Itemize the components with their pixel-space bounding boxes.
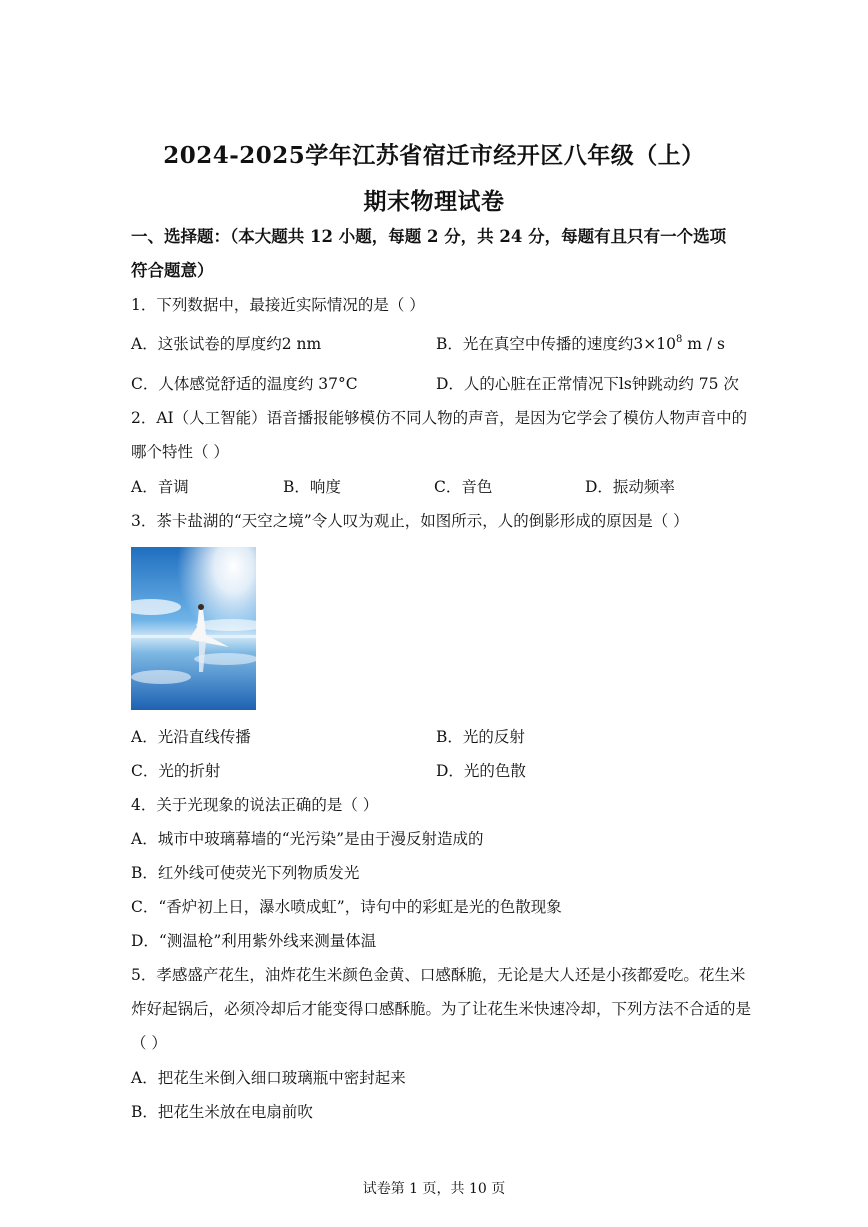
q4-option-b: B．红外线可使荧光下列物质发光 <box>131 864 360 882</box>
q3-option-b: B．光的反射 <box>436 728 525 746</box>
q1-option-b-unit: m / s <box>682 335 725 353</box>
q2-stem-line-1: 2．AI（人工智能）语音播报能够模仿不同人物的声音，是因为它学会了模仿人物声音中的 <box>131 409 748 427</box>
q1-option-b-text: B．光在真空中传播的速度约3×10 <box>436 335 676 353</box>
q3-stem: 3．茶卡盐湖的“天空之境”令人叹为观止，如图所示，人的倒影形成的原因是（ ） <box>131 512 689 530</box>
q1-option-c: C．人体感觉舒适的温度约 37°C <box>131 375 358 393</box>
q1-stem: 1．下列数据中，最接近实际情况的是（ ） <box>131 296 425 314</box>
q1-option-b-exponent: 8 <box>675 334 683 345</box>
exam-title-line-1: 2024-2025学年江苏省宿迁市经开区八年级（上） <box>163 142 705 169</box>
q3-option-c: C．光的折射 <box>131 762 221 780</box>
page-footer: 试卷第 1 页，共 10 页 <box>362 1181 506 1197</box>
q1-option-b <box>436 334 725 354</box>
q2-option-d: D．振动频率 <box>585 478 675 496</box>
q5-stem-line-1: 5．孝感盛产花生，油炸花生米颜色金黄、口感酥脆，无论是大人还是小孩都爱吃。花生米 <box>131 966 746 984</box>
q5-option-a: A．把花生米倒入细口玻璃瓶中密封起来 <box>131 1069 406 1087</box>
q4-option-d: D．“测温枪”利用紫外线来测量体温 <box>131 932 377 950</box>
q4-stem: 4．关于光现象的说法正确的是（ ） <box>131 796 379 814</box>
q4-option-a: A．城市中玻璃幕墙的“光污染”是由于漫反射造成的 <box>131 830 484 848</box>
exam-title-line-2: 期末物理试卷 <box>363 188 505 215</box>
q3-option-a: A．光沿直线传播 <box>131 728 251 746</box>
section-heading-cont: 符合题意） <box>131 261 214 280</box>
q1-option-d: D．人的心脏在正常情况下ls钟跳动约 75 次 <box>436 375 739 393</box>
q5-stem-line-3: （ ） <box>131 1034 167 1052</box>
q4-option-c: C．“香炉初上日，瀑水喷成虹”，诗句中的彩虹是光的色散现象 <box>131 898 562 916</box>
salt-lake-photo <box>131 547 256 710</box>
q2-stem-line-2: 哪个特性（ ） <box>131 443 229 461</box>
q2-option-a: A．音调 <box>131 478 189 496</box>
q5-stem-line-2: 炸好起锅后，必须冷却后才能变得口感酥脆。为了让花生米快速冷却，下列方法不合适的是 <box>131 1000 752 1018</box>
q2-option-b: B．响度 <box>283 478 341 496</box>
section-heading: 一、选择题：（本大题共 12 小题，每题 2 分，共 24 分，每题有且只有一个选项 <box>131 227 727 246</box>
q2-option-c: C．音色 <box>434 478 493 496</box>
q3-option-d: D．光的色散 <box>436 762 526 780</box>
q5-option-b: B．把花生米放在电扇前吹 <box>131 1103 313 1121</box>
q1-option-a: A．这张试卷的厚度约2 nm <box>131 335 322 353</box>
